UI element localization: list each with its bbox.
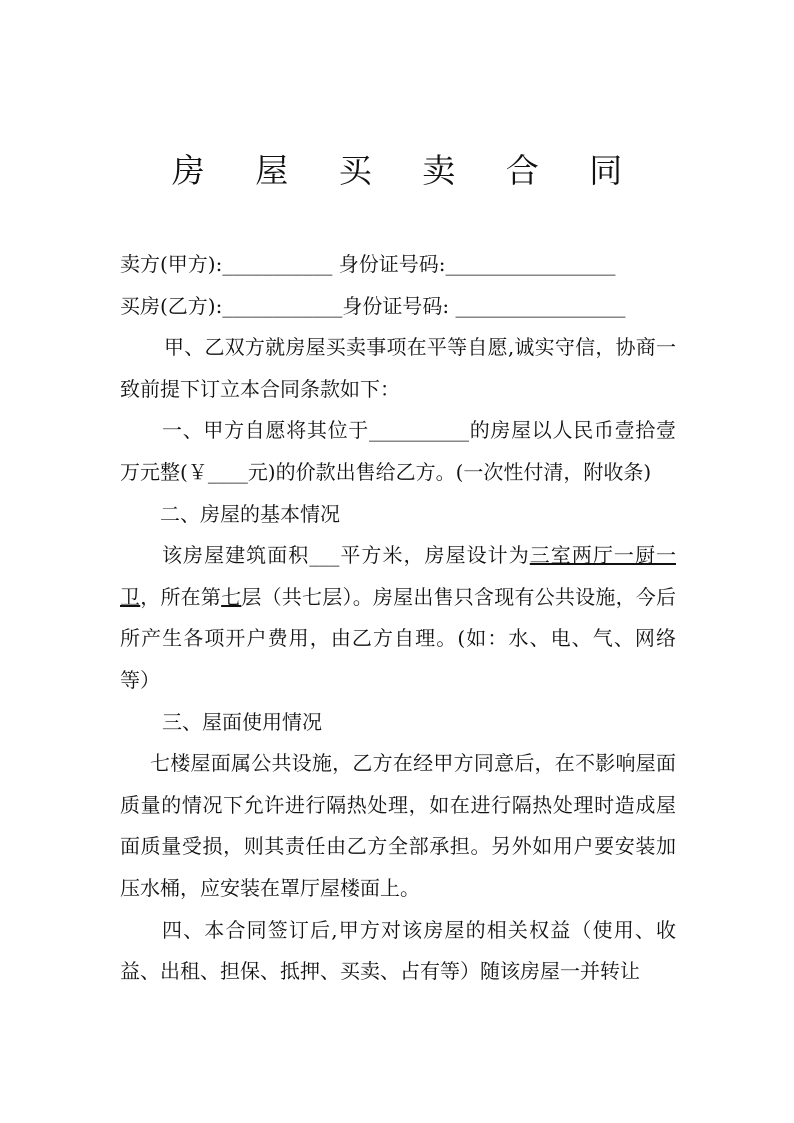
buyer-label: 买房(乙方): xyxy=(120,293,223,318)
seller-name-blank: ___________ xyxy=(222,252,339,276)
clause-3-heading: 三、屋面使用情况 xyxy=(162,709,322,734)
clause-2-text-b: 平方米，房屋设计为 xyxy=(339,543,530,568)
clause-2-text-c: ，所在第 xyxy=(140,584,222,609)
intro-paragraph: 甲、乙双方就房屋买卖事项在平等自愿,诚实守信，协商一致前提下订立本合同条款如下： xyxy=(120,335,676,401)
clause-2-heading: 二、房屋的基本情况 xyxy=(160,501,340,526)
seller-id-blank: _________________ xyxy=(445,252,616,276)
clause-3-paragraph: 七楼屋面属公共设施，乙方在经甲方同意后，在不影响屋面质量的情况下允许进行隔热处理，如在进行隔热处理时造成屋面质量受损，则其责任由乙方全部承担。另外如用户要安装加压水桶，应安装在罩厅屋楼面上。 xyxy=(120,751,676,900)
buyer-id-blank: _________________ xyxy=(455,293,626,318)
clause-1-location-blank: __________ xyxy=(369,418,469,443)
document-title: 房 屋 买 卖 合 同 xyxy=(171,151,643,190)
clause-1-paragraph xyxy=(120,410,676,493)
buyer-name-blank: ____________ xyxy=(222,293,343,318)
clause-1-text-b: 的房屋以人民币壹拾壹万元整(￥ xyxy=(120,418,676,484)
buyer-line xyxy=(120,286,676,328)
clause-4-paragraph: 四、本合同签订后,甲方对该房屋的相关权益（使用、收益、出租、担保、抵押、买卖、占有等）随该房屋一并转让 xyxy=(120,917,676,984)
clause-2-floor: 七 xyxy=(221,584,242,609)
buyer-id-label: 身份证号码: xyxy=(342,293,456,318)
clause-1-amount-blank: ____ xyxy=(207,459,248,484)
clause-1-text-a: 一、甲方自愿将其位于 xyxy=(162,418,369,443)
seller-label: 卖方(甲方): xyxy=(120,252,223,276)
clause-1-text-c: 元)的价款出售给乙方。(一次性付清，附收条) xyxy=(247,459,652,484)
seller-id-label: 身份证号码: xyxy=(338,252,446,276)
clause-2-text-d: 层（共七层）。房屋出售只含现有公共设施，今后所产生各项开户费用，由乙方自理。(如：水、电、气、网络等） xyxy=(120,584,677,692)
seller-line xyxy=(120,244,676,286)
document-body xyxy=(120,244,676,993)
clause-2-paragraph xyxy=(120,535,676,701)
clause-2-text-a: 该房屋建筑面积 xyxy=(162,543,310,568)
clause-2-layout: 三室两厅一厨一卫 xyxy=(120,543,677,609)
clause-2-area-blank: ___ xyxy=(309,543,340,568)
